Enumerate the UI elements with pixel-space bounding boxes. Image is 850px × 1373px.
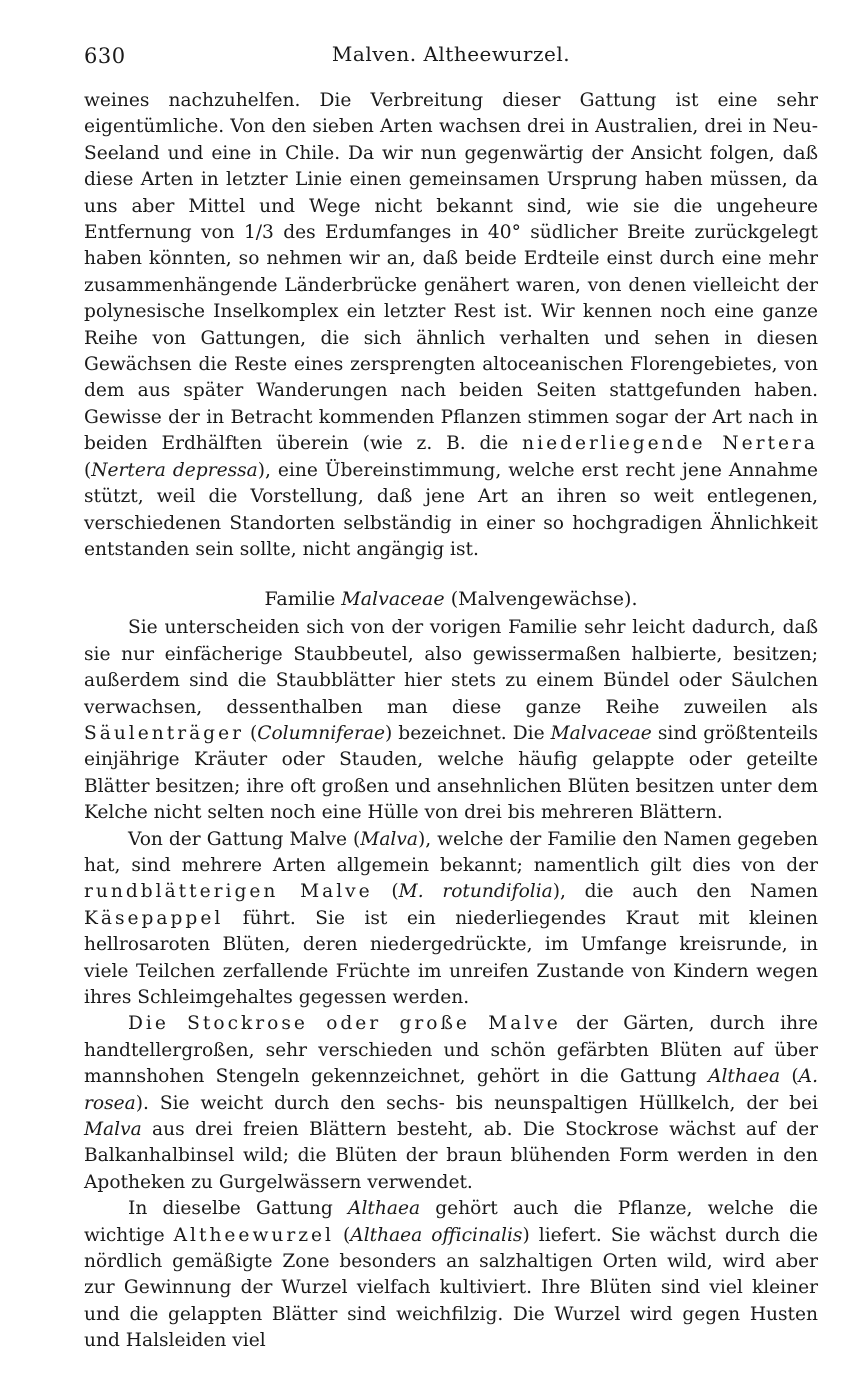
section-heading bbox=[84, 585, 818, 613]
text-run: ( bbox=[250, 722, 258, 744]
spaced-term: Säulenträger bbox=[84, 722, 244, 744]
page-number: 630 bbox=[84, 44, 126, 68]
text-run: aus drei freien Blättern besteht, ab. Die Stockrose wächst auf der Balkanhalbinsel wild; die Blüten der braun blühenden Form werden in den Apotheken zu Gurgelwässern verwendet. bbox=[84, 1119, 818, 1193]
text-run: ) bezeichnet. Die bbox=[385, 722, 545, 744]
latin-name: Nertera depressa bbox=[91, 459, 258, 481]
text-body bbox=[84, 88, 818, 1355]
text-run: ), eine Übereinstimmung, welche erst recht jene Annahme stützt, weil die Vorstellung, daß jene Art an ihren so weit entlegenen, verschiedenen Standorten selbständig in einer so hochgradigen Ähnlichkeit entstanden sein sollte, nicht angängig ist. bbox=[84, 459, 818, 560]
spaced-term: Die Stockrose oder große Malve bbox=[128, 1013, 561, 1035]
latin-name: Columniferae bbox=[257, 722, 386, 744]
text-run: ( bbox=[791, 1066, 799, 1088]
heading-text: Familie bbox=[264, 588, 336, 611]
text-run: der Gärten, durch ihre handtellergroßen, sehr verschieden und schön gefärbten Blüten auf über mannshohen Stengeln gekennzeichnet, gehört in die Gattung bbox=[84, 1013, 818, 1088]
text-run: Sie unterscheiden sich von der vorigen Familie sehr leicht dadurch, daß sie nur einfächerige Staubbeutel, also gewissermaßen halbierte, besitzen; außerdem sind die Staubblätter hier stets zu einem Bündel oder Säulchen verwachsen, dessenthalben man diese ganze Reihe zuweilen als bbox=[84, 617, 818, 718]
latin-name: A. rosea bbox=[84, 1066, 818, 1114]
paragraph-stockrose bbox=[84, 1011, 818, 1196]
paragraph-nertera bbox=[84, 88, 818, 563]
text-run: gehört auch die Pflanze, welche die wichtige bbox=[84, 1198, 818, 1246]
text-run: In dieselbe Gattung bbox=[128, 1198, 333, 1220]
spaced-term: niederliegende Nertera bbox=[522, 433, 818, 455]
text-run: ( bbox=[391, 881, 399, 903]
text-run: ), die auch den Namen bbox=[552, 881, 818, 903]
latin-name: Althaea bbox=[708, 1066, 781, 1088]
page-header bbox=[84, 40, 818, 74]
latin-name: Althaea officinalis bbox=[350, 1224, 523, 1246]
text-run: ). Sie weicht durch den sechs- bis neunspaltigen Hüllkelch, der bei bbox=[135, 1092, 818, 1114]
text-run: ) liefert. Sie wächst durch die nördlich gemäßigte Zone besonders an salzhaltigen Orten wild, wird aber zur Gewinnung der Wurzel vielfach kultiviert. Ihre Blüten sind viel kleiner und die gelappten Blätter sind weichfilzig. Die Wurzel wird gegen Husten und Halsleiden viel bbox=[84, 1224, 818, 1352]
latin-name: Malvaceae bbox=[550, 722, 652, 744]
text-run: weines nachzuhelfen. Die Verbreitung dieser Gattung ist eine sehr eigentümliche. Von den sieben Arten wachsen drei in Australien, drei in Neu-Seeland und eine in Chile. Da wir nun gegenwärtig der Ansicht folgen, daß diese Arten in letzter Linie einen gemeinsamen Ursprung haben müssen, da uns aber Mittel und Wege nicht bekannt sind, wie sie die ungeheure Entfernung von 1/3 des Erdumfanges in 40° südlicher Breite zurückgelegt haben könnten, so nehmen wir an, daß beide Erdteile einst durch eine mehr zusammenhängende Länderbrücke genähert waren, von denen vielleicht der polynesische Inselkomplex ein letzter Rest ist. Wir kennen noch eine ganze Reihe von Gattungen, die sich ähnlich verhalten und sehen in diesen Gewächsen die Reste eines zersprengten altoceanischen Florengebietes, von dem aus später Wanderungen nach beiden Seiten stattgefunden haben. Gewisse der in Betracht kommenden Pflanzen stimmen sogar der Art nach in beiden Erdhälften überein (wie z. B. die bbox=[84, 90, 818, 455]
paragraph-althaea bbox=[84, 1196, 818, 1354]
spaced-term: Altheewurzel bbox=[173, 1224, 334, 1246]
text-run: ), welche der Familie den Namen gegeben hat, sind mehrere Arten allgemein bekannt; namentlich gilt dies von der bbox=[84, 828, 818, 876]
running-title: Malven. Altheewurzel. bbox=[331, 42, 571, 66]
text-run: ( bbox=[84, 459, 92, 481]
latin-name: Malva bbox=[84, 1119, 142, 1141]
latin-name: Malvaceae bbox=[341, 588, 445, 611]
text-run: ( bbox=[343, 1224, 351, 1246]
paragraph-malva bbox=[84, 827, 818, 1012]
spaced-term: Käsepappel bbox=[84, 907, 224, 929]
text-run: sind größtenteils einjährige Kräuter oder Stauden, welche häufig gelappte oder geteilte Blätter besitzen; ihre oft großen und ansehnlichen Blüten besitzen unter dem Kelche nicht selten noch eine Hülle von drei bis mehreren Blättern. bbox=[84, 722, 818, 824]
text-run: Von der Gattung Malve ( bbox=[128, 828, 361, 850]
latin-name: Althaea bbox=[348, 1198, 421, 1220]
latin-name: M. rotundifolia bbox=[398, 881, 553, 903]
heading-text: (Malvengewächse). bbox=[450, 588, 638, 611]
latin-name: Malva bbox=[360, 828, 418, 850]
spaced-term: rundblätterigen Malve bbox=[84, 881, 373, 903]
text-run: führt. Sie ist ein niederliegendes Kraut mit kleinen hellrosaroten Blüten, deren niedergedrückte, im Umfange kreisrunde, in viele Teilchen zerfallende Früchte im unreifen Zustande von Kindern wegen ihres Schleimgehaltes gegessen werden. bbox=[84, 907, 818, 1008]
paragraph-malvaceae bbox=[84, 615, 818, 826]
